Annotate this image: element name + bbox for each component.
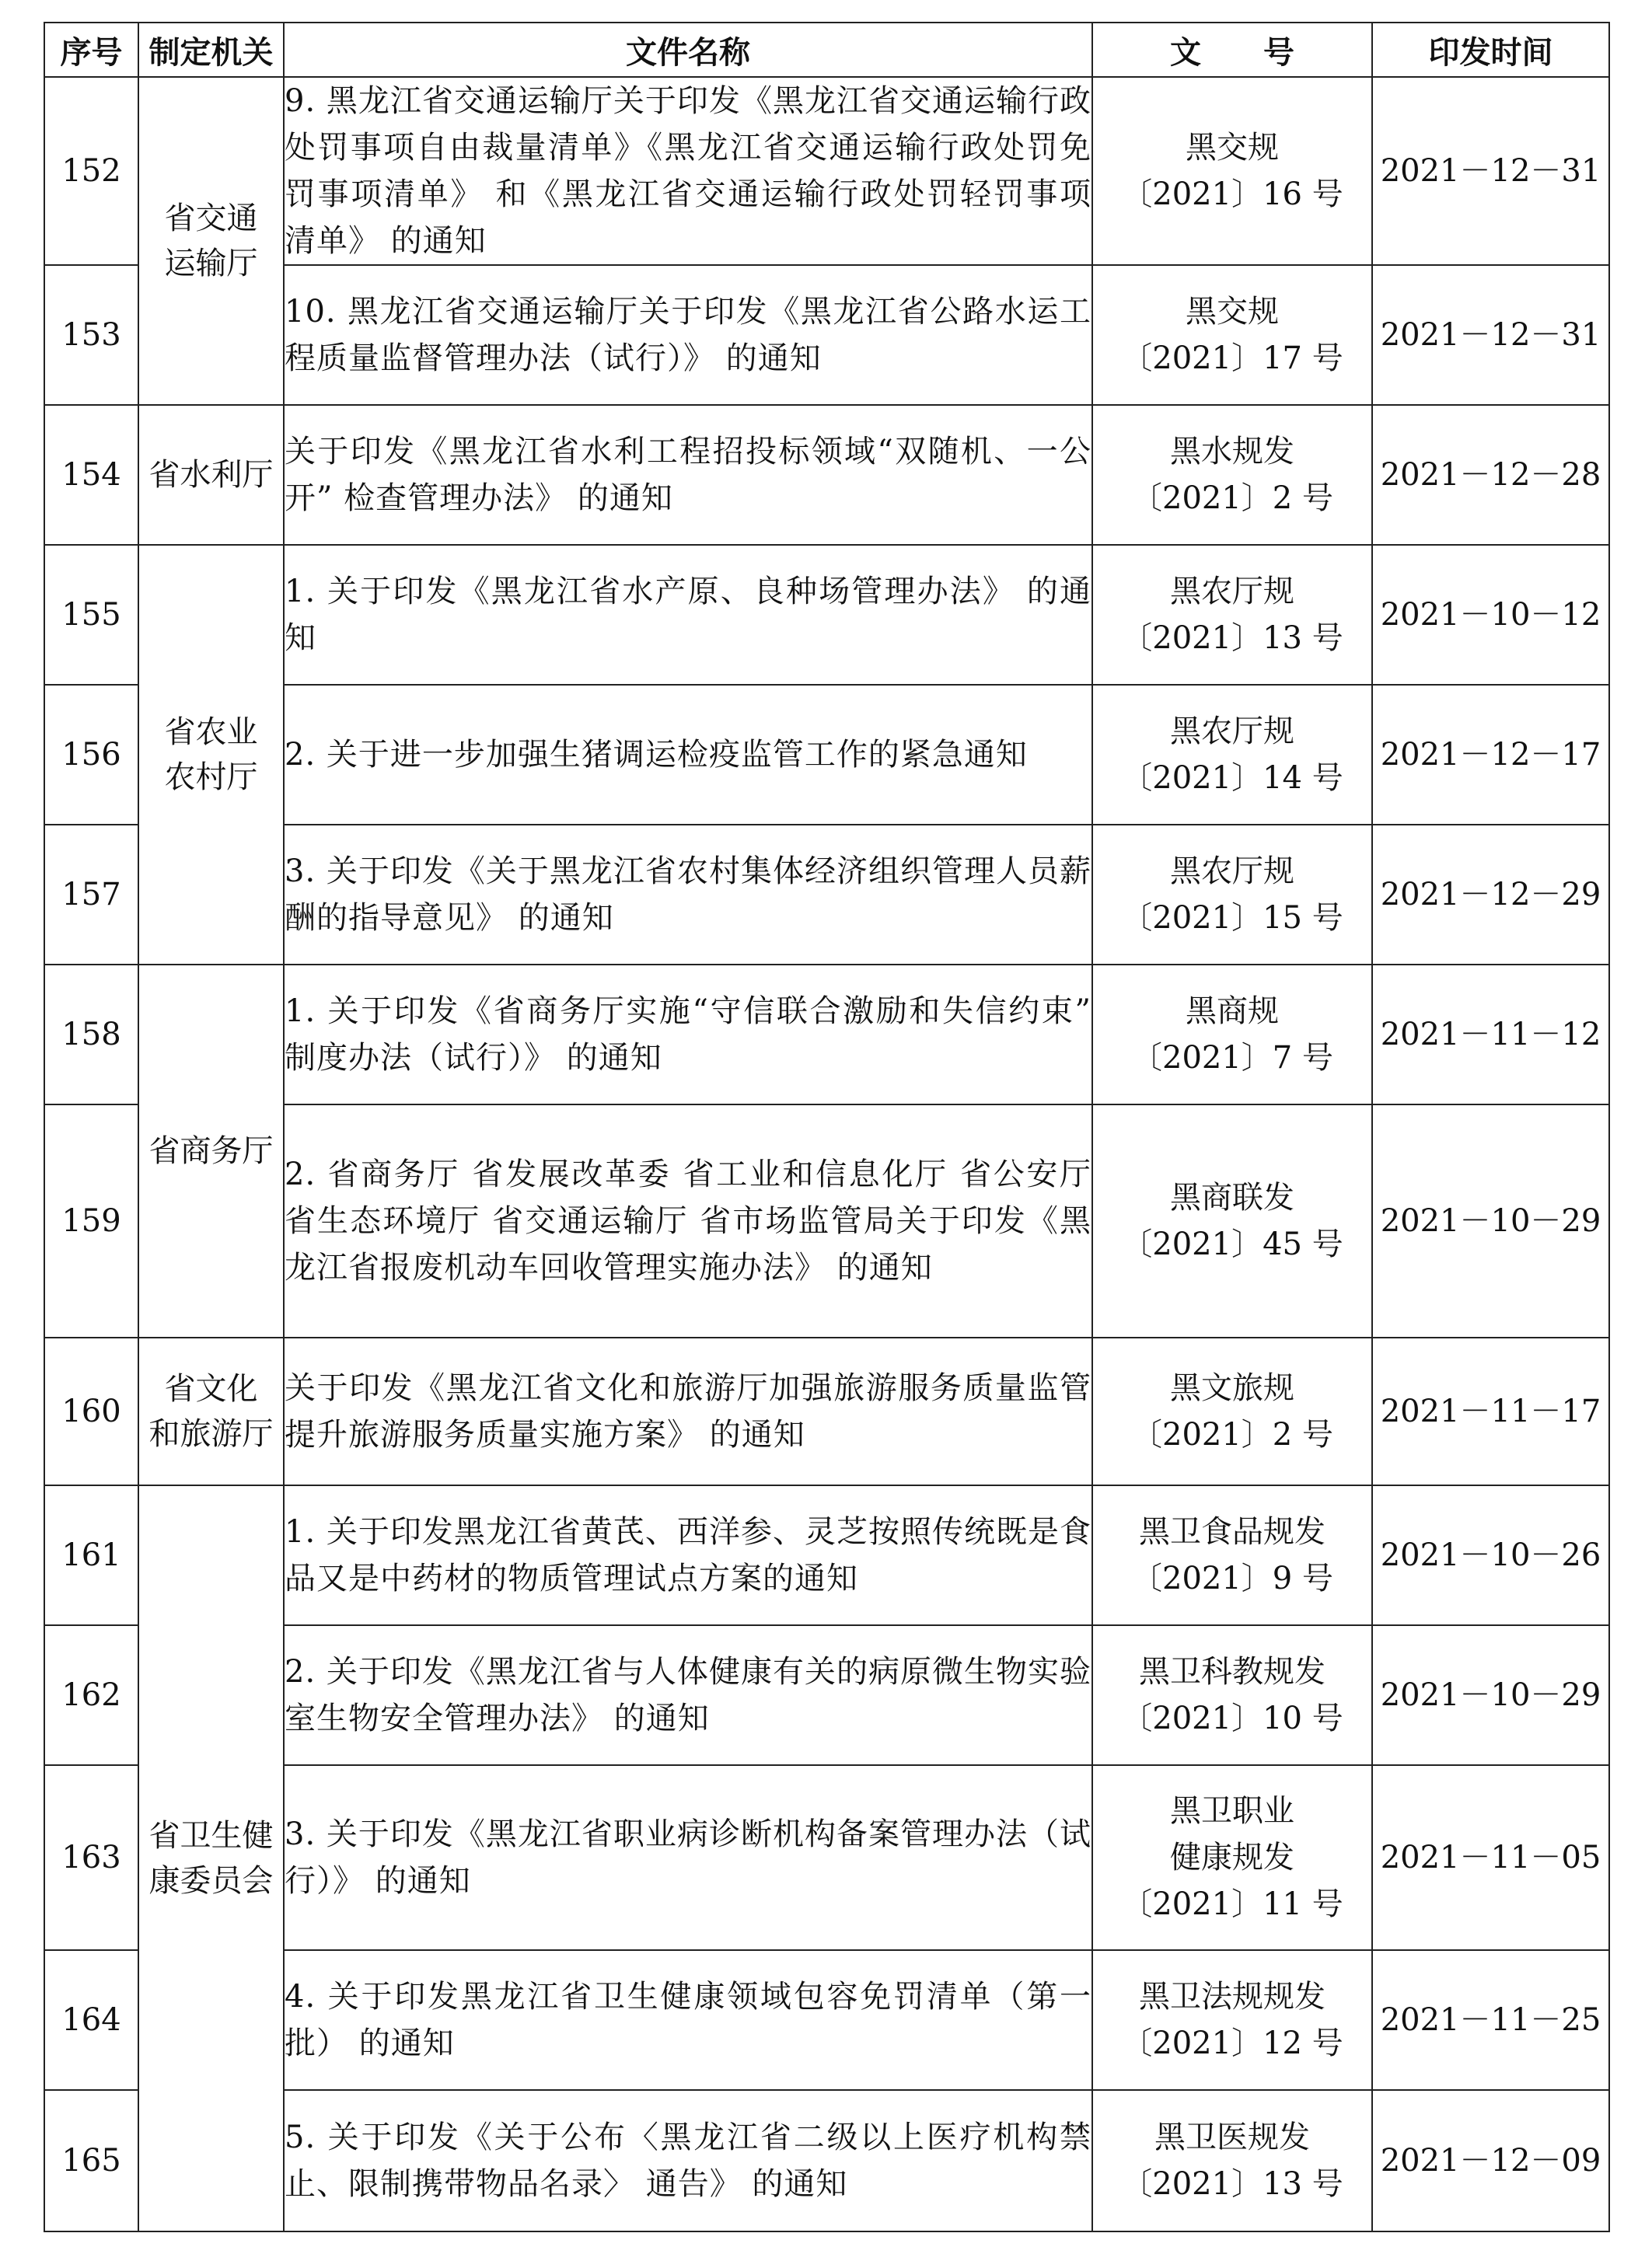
row-docno: 黑农厅规 〔2021〕14 号: [1092, 685, 1372, 825]
row-num: 164: [44, 1950, 138, 2090]
table-row: [44, 545, 1609, 685]
row-date: 2021－12－09: [1372, 2090, 1609, 2231]
agency-cell: 省农业 农村厅: [138, 545, 284, 965]
row-docno: 黑交规 〔2021〕17 号: [1092, 265, 1372, 405]
header-docno: 文 号: [1092, 23, 1372, 77]
header-title: 文件名称: [284, 23, 1092, 77]
table-row: [44, 965, 1609, 1104]
row-docno: 黑卫职业 健康规发 〔2021〕11 号: [1092, 1765, 1372, 1950]
row-date: 2021－12－29: [1372, 825, 1609, 965]
row-date: 2021－11－12: [1372, 965, 1609, 1104]
header-num: 序号: [44, 23, 138, 77]
row-num: 161: [44, 1485, 138, 1625]
row-date: 2021－10－29: [1372, 1104, 1609, 1338]
row-num: 152: [44, 77, 138, 265]
row-title: 3. 关于印发《黑龙江省职业病诊断机构备案管理办法（试行）》 的通知: [284, 1765, 1092, 1950]
row-date: 2021－12－17: [1372, 685, 1609, 825]
agency-cell: 省水利厅: [138, 405, 284, 545]
row-num: 160: [44, 1338, 138, 1485]
regulation-table: [44, 22, 1610, 2232]
row-docno: 黑水规发 〔2021〕2 号: [1092, 405, 1372, 545]
header-agency: 制定机关: [138, 23, 284, 77]
row-title: 2. 关于印发《黑龙江省与人体健康有关的病原微生物实验室生物安全管理办法》 的通知: [284, 1625, 1092, 1765]
row-title: 1. 关于印发《省商务厅实施“守信联合激励和失信约束” 制度办法（试行）》 的通知: [284, 965, 1092, 1104]
row-docno: 黑卫医规发 〔2021〕13 号: [1092, 2090, 1372, 2231]
row-num: 159: [44, 1104, 138, 1338]
table-row: [44, 1485, 1609, 1625]
header-date: 印发时间: [1372, 23, 1609, 77]
row-title: 2. 关于进一步加强生猪调运检疫监管工作的紧急通知: [284, 685, 1092, 825]
row-num: 157: [44, 825, 138, 965]
row-title: 关于印发《黑龙江省文化和旅游厅加强旅游服务质量监管 提升旅游服务质量实施方案》 的通知: [284, 1338, 1092, 1485]
table-header-row: [44, 23, 1609, 77]
row-num: 156: [44, 685, 138, 825]
row-date: 2021－10－26: [1372, 1485, 1609, 1625]
row-docno: 黑农厅规 〔2021〕15 号: [1092, 825, 1372, 965]
row-docno: 黑交规 〔2021〕16 号: [1092, 77, 1372, 265]
row-num: 155: [44, 545, 138, 685]
row-num: 165: [44, 2090, 138, 2231]
row-docno: 黑农厅规 〔2021〕13 号: [1092, 545, 1372, 685]
row-date: 2021－12－31: [1372, 265, 1609, 405]
table-row: [44, 77, 1609, 265]
agency-cell: 省文化 和旅游厅: [138, 1338, 284, 1485]
row-date: 2021－11－05: [1372, 1765, 1609, 1950]
row-title: 5. 关于印发《关于公布〈黑龙江省二级以上医疗机构禁止、限制携带物品名录〉 通告》 的通知: [284, 2090, 1092, 2231]
row-title: 1. 关于印发黑龙江省黄芪、西洋参、灵芝按照传统既是食品又是中药材的物质管理试点方案的通知: [284, 1485, 1092, 1625]
row-date: 2021－12－31: [1372, 77, 1609, 265]
row-docno: 黑商联发 〔2021〕45 号: [1092, 1104, 1372, 1338]
row-title: 9. 黑龙江省交通运输厅关于印发《黑龙江省交通运输行政处罚事项自由裁量清单》《黑龙江省交通运输行政处罚免罚事项清单》 和《黑龙江省交通运输行政处罚轻罚事项清单》 的通知: [284, 77, 1092, 265]
row-num: 153: [44, 265, 138, 405]
table-row: [44, 1338, 1609, 1485]
row-docno: 黑卫食品规发 〔2021〕9 号: [1092, 1485, 1372, 1625]
agency-cell: 省商务厅: [138, 965, 284, 1338]
agency-cell: 省卫生健 康委员会: [138, 1485, 284, 2231]
table-row: [44, 405, 1609, 545]
row-date: 2021－11－25: [1372, 1950, 1609, 2090]
row-date: 2021－10－12: [1372, 545, 1609, 685]
row-docno: 黑卫科教规发 〔2021〕10 号: [1092, 1625, 1372, 1765]
row-title: 4. 关于印发黑龙江省卫生健康领域包容免罚清单（第一批） 的通知: [284, 1950, 1092, 2090]
row-num: 154: [44, 405, 138, 545]
row-title: 2. 省商务厅 省发展改革委 省工业和信息化厅 省公安厅 省生态环境厅 省交通运输厅 省市场监管局关于印发《黑龙江省报废机动车回收管理实施办法》 的通知: [284, 1104, 1092, 1338]
row-title: 1. 关于印发《黑龙江省水产原、良种场管理办法》 的通知: [284, 545, 1092, 685]
row-docno: 黑卫法规规发 〔2021〕12 号: [1092, 1950, 1372, 2090]
agency-cell: 省交通 运输厅: [138, 77, 284, 405]
row-title: 10. 黑龙江省交通运输厅关于印发《黑龙江省公路水运工程质量监督管理办法（试行）》 的通知: [284, 265, 1092, 405]
row-docno: 黑文旅规 〔2021〕2 号: [1092, 1338, 1372, 1485]
row-num: 162: [44, 1625, 138, 1765]
row-date: 2021－10－29: [1372, 1625, 1609, 1765]
row-title: 关于印发《黑龙江省水利工程招投标领域“双随机、一公开” 检查管理办法》 的通知: [284, 405, 1092, 545]
row-date: 2021－11－17: [1372, 1338, 1609, 1485]
row-num: 158: [44, 965, 138, 1104]
row-title: 3. 关于印发《关于黑龙江省农村集体经济组织管理人员薪酬的指导意见》 的通知: [284, 825, 1092, 965]
row-date: 2021－12－28: [1372, 405, 1609, 545]
row-docno: 黑商规 〔2021〕7 号: [1092, 965, 1372, 1104]
row-num: 163: [44, 1765, 138, 1950]
